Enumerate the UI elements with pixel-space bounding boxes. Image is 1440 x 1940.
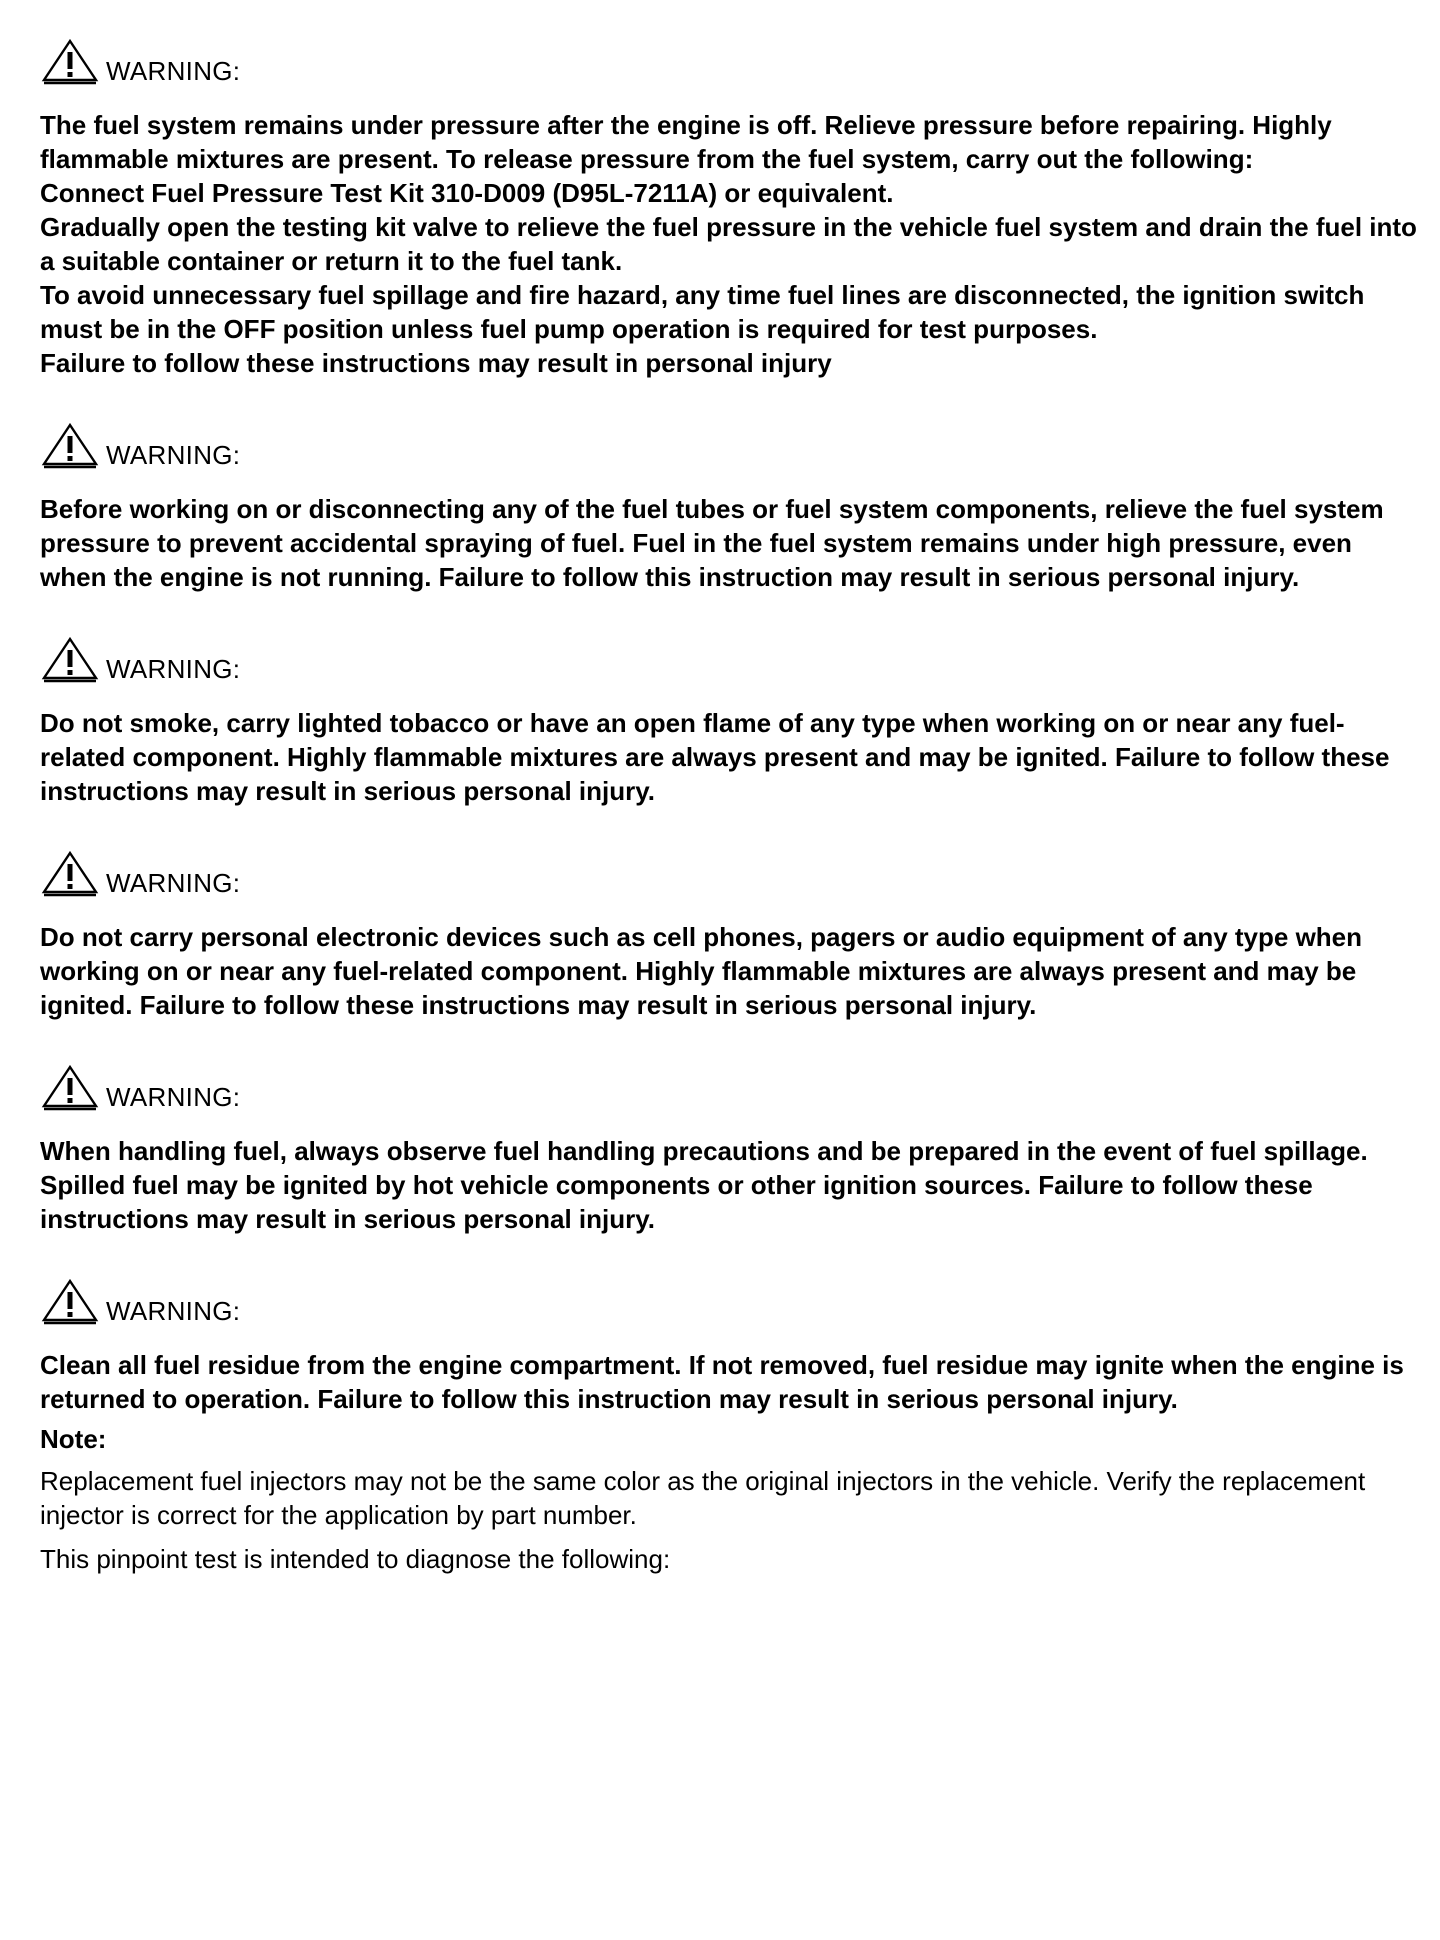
warning-paragraph: When handling fuel, always observe fuel handling precautions and be prepared in the event of fuel spillage. Spilled fuel may be ignited by hot vehicle components or other ignition sources. Failure to follow these instructions may result in serious personal injury. <box>40 1136 1368 1234</box>
warning-paragraph: Before working on or disconnecting any of the fuel tubes or fuel system components, relieve the fuel system pressure to prevent accidental spraying of fuel. Fuel in the fuel system remains under high pressure, even when the engine is not running. Failure to follow this instruction may result in serious personal injury. <box>40 494 1384 592</box>
document-page <box>40 36 1420 1586</box>
warning-heading <box>40 1276 1420 1326</box>
warning-paragraph: Connect Fuel Pressure Test Kit 310-D009 (D95L-7211A) or equivalent. <box>40 178 894 208</box>
warning-triangle-icon <box>40 850 100 898</box>
warning-text <box>40 920 1420 1022</box>
warning-label: WARNING: <box>106 56 241 86</box>
warning-paragraph: Gradually open the testing kit valve to relieve the fuel pressure in the vehicle fuel system and drain the fuel into a suitable container or return it to the fuel tank. <box>40 212 1417 276</box>
warning-label: WARNING: <box>106 1296 241 1326</box>
note-text: Replacement fuel injectors may not be the same color as the original injectors in the vehicle. Verify the replacement injector is correct for the application by part number. <box>40 1466 1366 1530</box>
warning-paragraph: To avoid unnecessary fuel spillage and fire hazard, any time fuel lines are disconnected, the ignition switch must be in the OFF position unless fuel pump operation is required for test purposes. <box>40 280 1365 344</box>
warning-paragraph: Do not smoke, carry lighted tobacco or have an open flame of any type when working on or near any fuel-related component. Highly flammable mixtures are always present and may be ignited. Failure to follow these instructions may result in serious personal injury. <box>40 708 1390 806</box>
warning-heading <box>40 1062 1420 1112</box>
warning-heading <box>40 848 1420 898</box>
intro-text: This pinpoint test is intended to diagnose the following: <box>40 1544 671 1574</box>
warning-heading <box>40 634 1420 684</box>
warning-label: WARNING: <box>106 868 241 898</box>
warning-text <box>40 1348 1420 1416</box>
warning-label: WARNING: <box>106 440 241 470</box>
warning-heading <box>40 36 1420 86</box>
warning-triangle-icon <box>40 38 100 86</box>
warning-block <box>40 1276 1420 1416</box>
warning-text <box>40 108 1420 380</box>
warning-triangle-icon <box>40 1064 100 1112</box>
warning-text <box>40 1134 1420 1236</box>
warning-block <box>40 420 1420 594</box>
note-section <box>40 1464 1420 1576</box>
warning-heading <box>40 420 1420 470</box>
note-label: Note: <box>40 1424 107 1454</box>
warning-paragraph: Failure to follow these instructions may result in personal injury <box>40 348 832 378</box>
warning-text <box>40 706 1420 808</box>
warning-block <box>40 634 1420 808</box>
warning-triangle-icon <box>40 422 100 470</box>
warning-paragraph: Clean all fuel residue from the engine compartment. If not removed, fuel residue may ignite when the engine is returned to operation. Failure to follow this instruction may result in serious personal injury. <box>40 1350 1404 1414</box>
warning-label: WARNING: <box>106 654 241 684</box>
warning-triangle-icon <box>40 1278 100 1326</box>
warning-block <box>40 848 1420 1022</box>
warning-block <box>40 36 1420 380</box>
warning-text <box>40 492 1420 594</box>
warning-block <box>40 1062 1420 1236</box>
warning-triangle-icon <box>40 636 100 684</box>
warning-paragraph: Do not carry personal electronic devices such as cell phones, pagers or audio equipment of any type when working on or near any fuel-related component. Highly flammable mixtures are always present and may be ignited. Failure to follow these instructions may result in serious personal injury. <box>40 922 1363 1020</box>
warning-label: WARNING: <box>106 1082 241 1112</box>
warning-paragraph: The fuel system remains under pressure after the engine is off. Relieve pressure before repairing. Highly flammable mixtures are present. To release pressure from the fuel system, carry out the following: <box>40 110 1332 174</box>
